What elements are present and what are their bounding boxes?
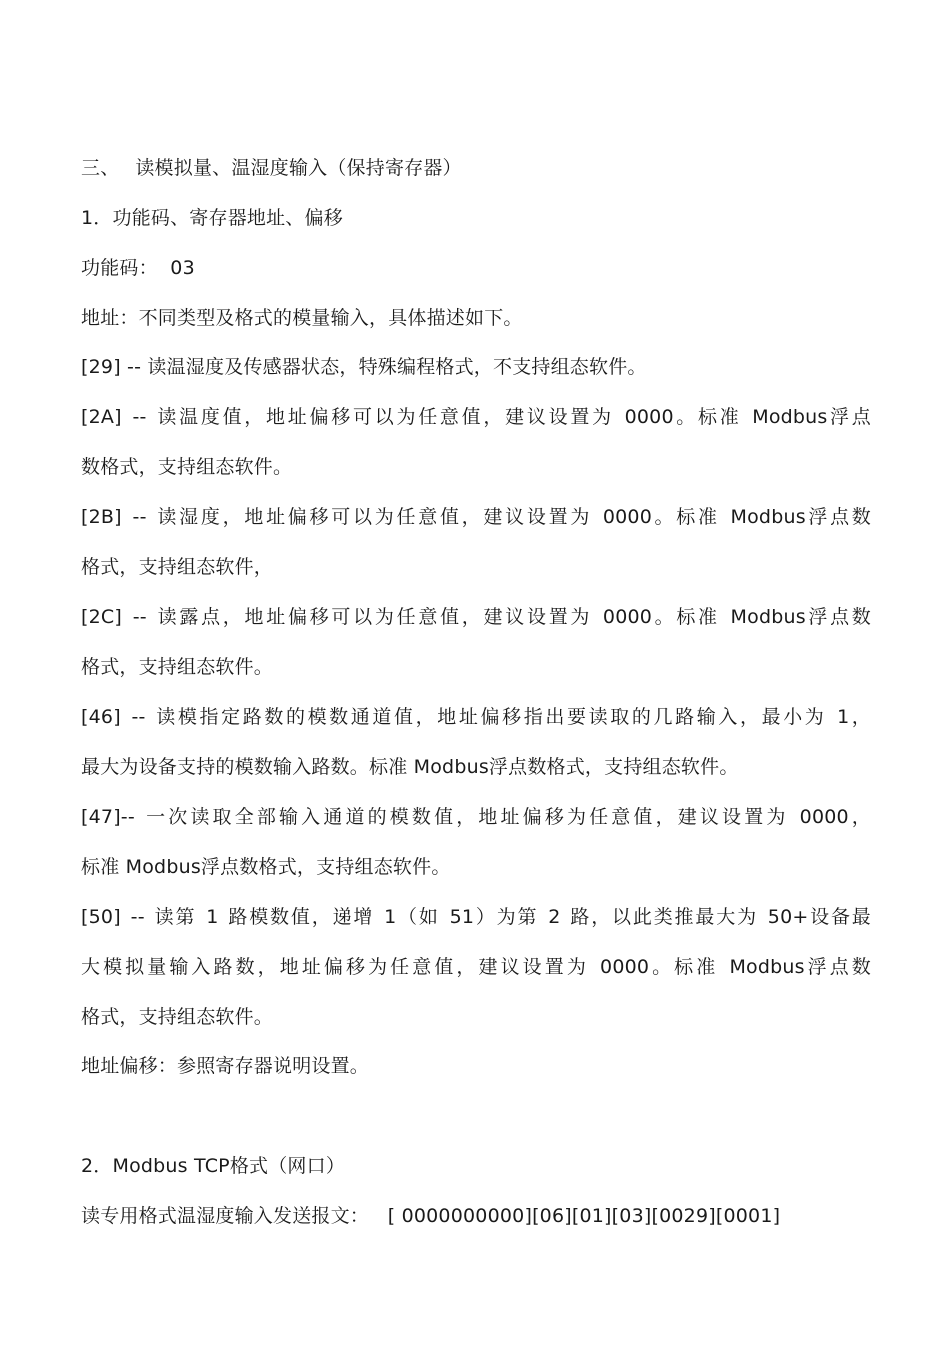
item-50-line-2: 大模拟量输入路数，地址偏移为任意值，建议设置为 0000。标准 Modbus浮点数 <box>81 956 871 978</box>
tcp-message-line: 读专用格式温湿度输入发送报文： [ 0000000000][06][01][03][0029][0001] <box>81 1205 781 1227</box>
address-intro-line: 地址：不同类型及格式的模量输入，具体描述如下。 <box>81 307 523 329</box>
item-2c-line-1: [2C] -- 读露点，地址偏移可以为任意值，建议设置为 0000。标准 Modbus浮点数 <box>81 606 871 628</box>
item-50-line-3: 格式，支持组态软件。 <box>81 1006 274 1028</box>
item-47-line-1: [47]-- 一次读取全部输入通道的模数值，地址偏移为任意值，建议设置为 0000， <box>81 806 871 828</box>
item-2a-line-2: 数格式，支持组态软件。 <box>81 456 293 478</box>
item-29-line-1: [29] -- 读温湿度及传感器状态，特殊编程格式，不支持组态软件。 <box>81 356 647 378</box>
subsection-heading-1: 1．功能码、寄存器地址、偏移 <box>81 207 343 229</box>
item-2b-line-1: [2B] -- 读湿度，地址偏移可以为任意值，建议设置为 0000。标准 Modbus浮点数 <box>81 506 871 528</box>
subsection-heading-2: 2．Modbus TCP格式（网口） <box>81 1155 346 1177</box>
item-50-line-1: [50] -- 读第 1 路模数值，递增 1（如 51）为第 2 路，以此类推最大为 50+设备最 <box>81 906 871 928</box>
item-47-line-2: 标准 Modbus浮点数格式，支持组态软件。 <box>81 856 451 878</box>
item-2a-line-1: [2A] -- 读温度值，地址偏移可以为任意值，建议设置为 0000。标准 Modbus浮点 <box>81 406 871 428</box>
item-46-line-2: 最大为设备支持的模数输入路数。标准 Modbus浮点数格式，支持组态软件。 <box>81 756 739 778</box>
offset-note-line: 地址偏移：参照寄存器说明设置。 <box>81 1055 370 1077</box>
item-46-line-1: [46] -- 读模指定路数的模数通道值，地址偏移指出要读取的几路输入，最小为 1， <box>81 706 871 728</box>
item-2b-line-2: 格式，支持组态软件， <box>81 556 274 578</box>
section-heading: 三、 读模拟量、温湿度输入（保持寄存器） <box>81 157 462 179</box>
function-code-line: 功能码： 03 <box>81 257 195 279</box>
item-2c-line-2: 格式，支持组态软件。 <box>81 656 274 678</box>
